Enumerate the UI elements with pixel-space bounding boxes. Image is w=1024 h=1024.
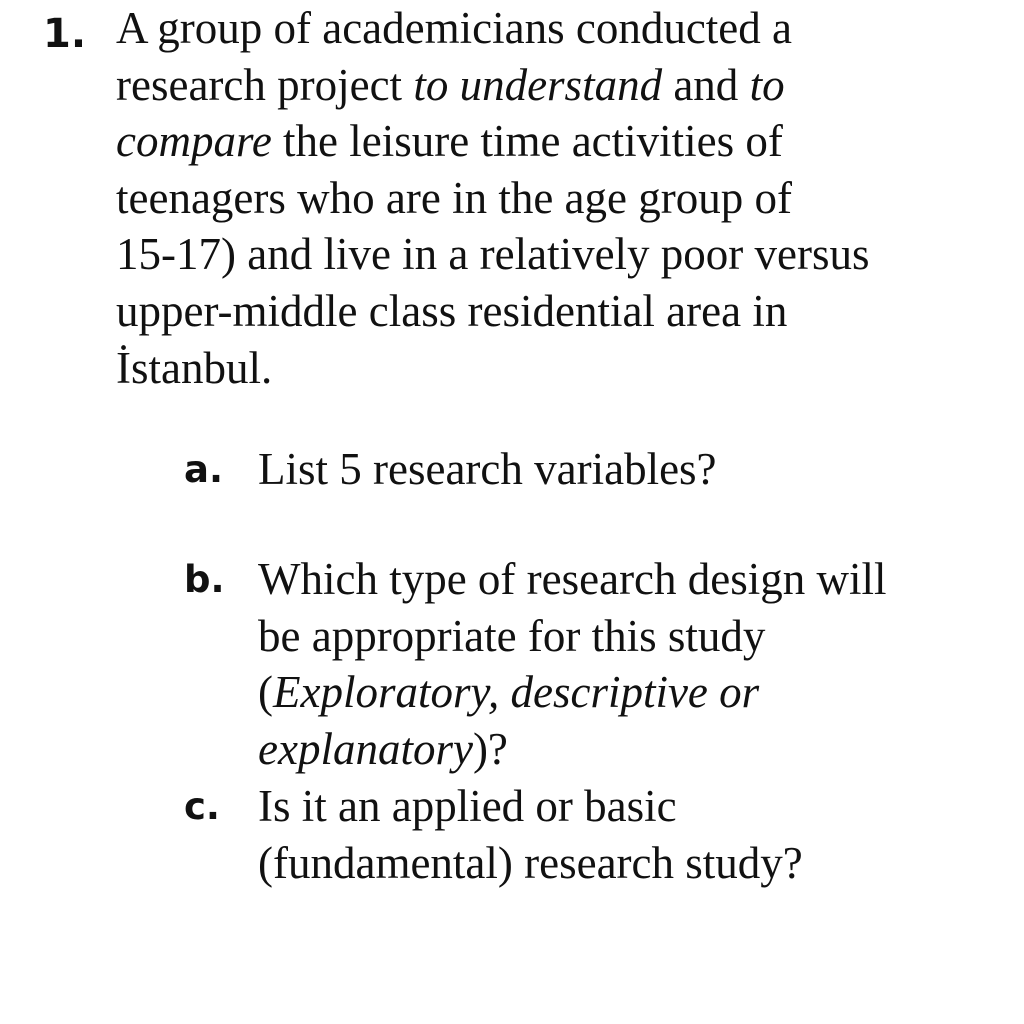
text-run: İstanbul. — [116, 342, 273, 393]
text-run: 15-17) and live in a relatively poor versus — [116, 229, 870, 280]
text-line — [116, 340, 976, 397]
text-run: )? — [472, 723, 508, 774]
text-line — [116, 283, 976, 340]
text-run: List 5 research variables? — [258, 444, 717, 494]
text-run: and — [662, 59, 750, 110]
text-run: Which type of research design will — [258, 554, 887, 604]
text-line — [258, 664, 978, 721]
italic-text: to — [749, 59, 785, 110]
text-line — [258, 778, 978, 835]
text-run: A group of academicians conducted a — [116, 3, 792, 53]
italic-text: explanatory — [258, 723, 473, 774]
sub-question-text-b — [258, 551, 978, 777]
text-run: Is it an applied or basic — [258, 781, 677, 831]
sub-question-text-c — [258, 778, 978, 891]
text-run: the leisure time activities of — [271, 116, 783, 167]
text-run: ( — [258, 667, 273, 718]
sub-question-label-a: a. — [184, 448, 224, 491]
sub-question-text-a — [258, 441, 978, 498]
text-run: research project — [116, 59, 414, 110]
text-run: (fundamental) research study? — [258, 837, 803, 888]
text-run: upper-middle class residential area in — [116, 285, 788, 336]
italic-text: Exploratory, descriptive or — [273, 667, 760, 718]
text-run: teenagers who are in the age group of — [116, 172, 792, 223]
text-line — [116, 226, 976, 283]
italic-text: compare — [116, 116, 272, 167]
text-line — [116, 170, 976, 227]
text-line — [116, 0, 976, 57]
text-line — [258, 441, 978, 498]
text-line — [116, 57, 976, 114]
text-line — [258, 551, 978, 608]
text-line — [258, 835, 978, 892]
question-text — [116, 0, 976, 396]
question-number: 1. — [43, 11, 87, 57]
text-line — [258, 721, 978, 778]
sub-question-label-b: b. — [184, 558, 225, 601]
text-run: be appropriate for this study — [258, 610, 766, 661]
text-line — [258, 608, 978, 665]
italic-text: to understand — [413, 59, 663, 110]
sub-question-label-c: c. — [184, 785, 220, 828]
text-line — [116, 113, 976, 170]
